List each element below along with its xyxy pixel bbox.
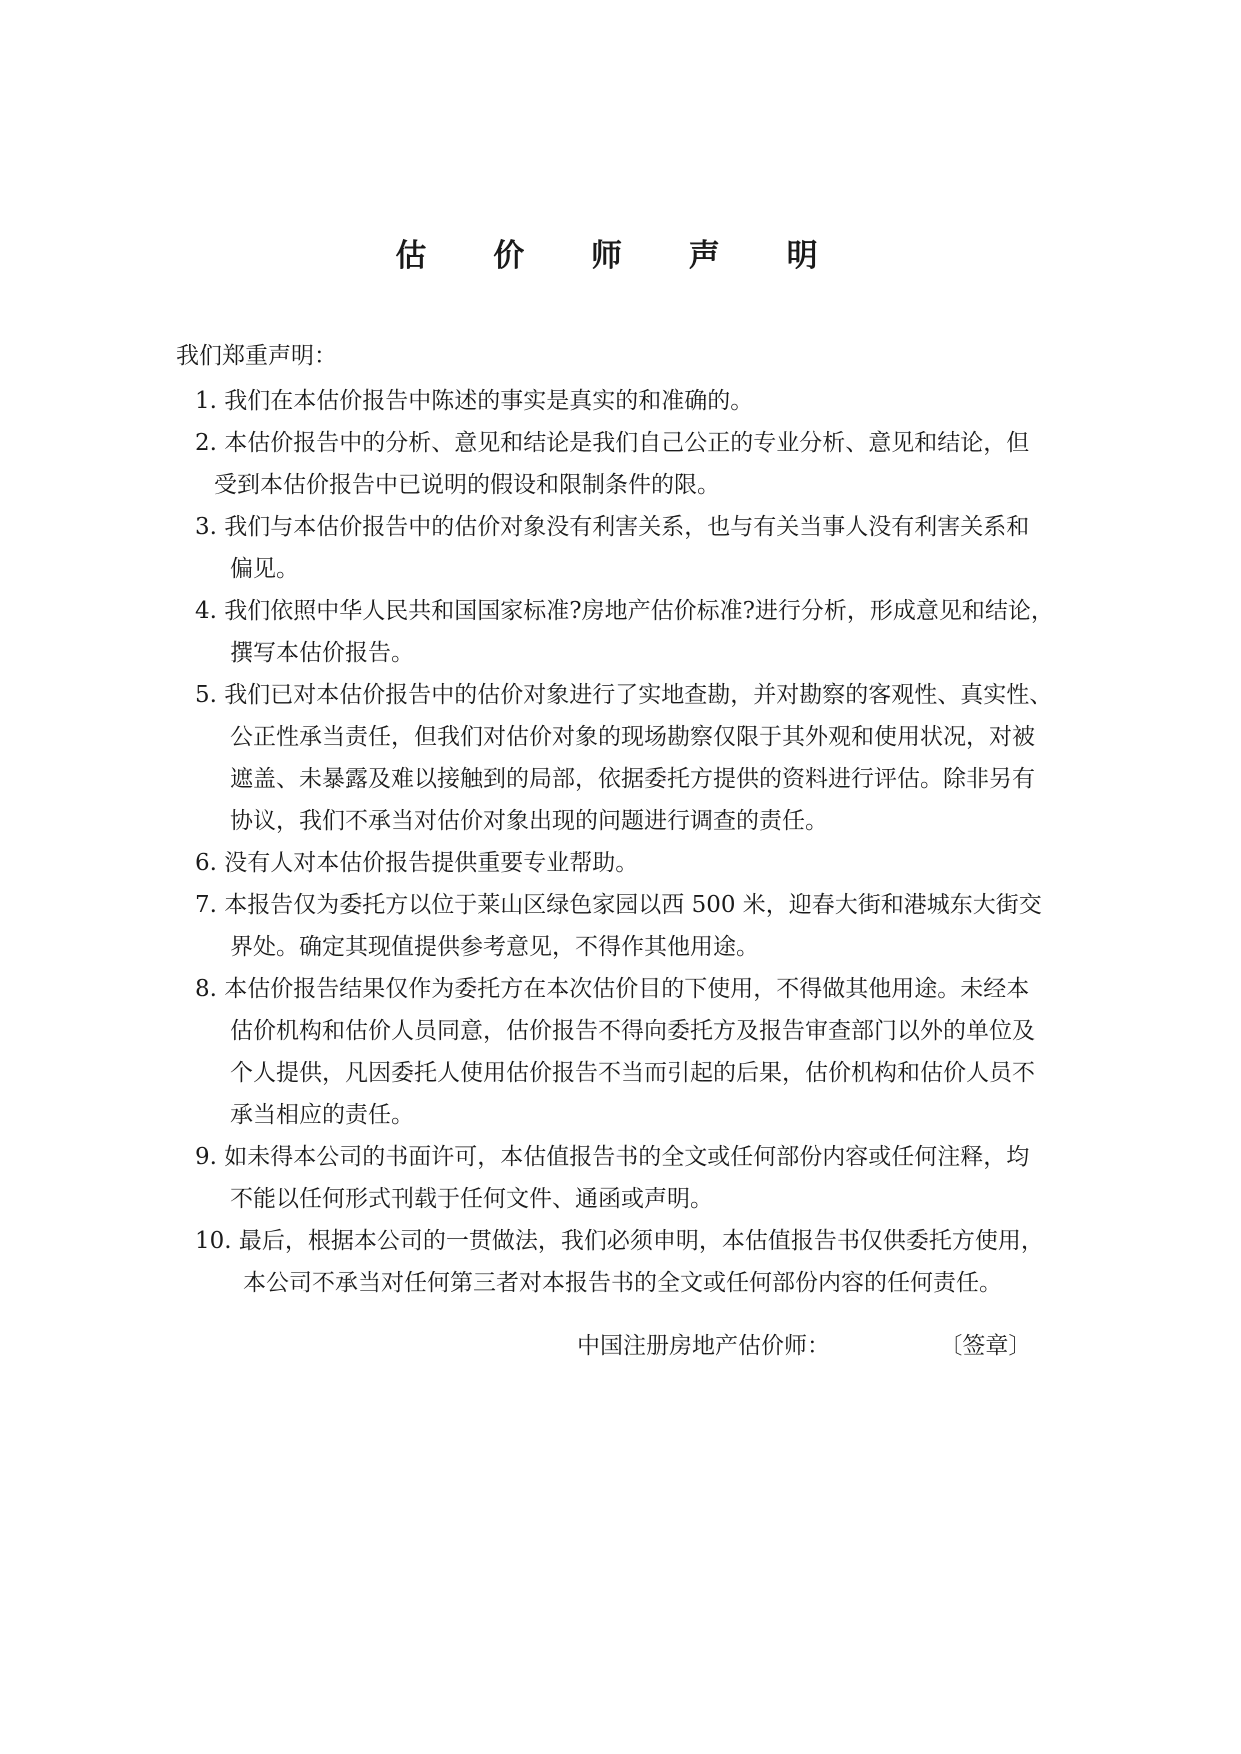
declaration-line: 6. 没有人对本估价报告提供重要专业帮助。 xyxy=(195,850,639,876)
declaration-line: 9. 如未得本公司的书面许可，本估值报告书的全文或任何部份内容或任何注释，均 xyxy=(195,1144,1030,1170)
page-title: 估 价 师 声 明 xyxy=(395,238,846,274)
declaration-line: 本公司不承当对任何第三者对本报告书的全文或任何部份内容的任何责任。 xyxy=(243,1270,1002,1296)
declaration-item-9 xyxy=(195,1136,1095,1220)
declaration-line: 1. 我们在本估价报告中陈述的事实是真实的和准确的。 xyxy=(195,388,754,414)
declaration-line: 界处。确定其现值提供参考意见，不得作其他用途。 xyxy=(230,934,759,960)
declaration-line: 7. 本报告仅为委托方以位于莱山区绿色家园以西 500 米，迎春大街和港城东大街交 xyxy=(195,892,1042,918)
declaration-item-1 xyxy=(195,380,1095,422)
declaration-item-10 xyxy=(195,1220,1095,1304)
declaration-item-4 xyxy=(195,590,1095,674)
declaration-line: 承当相应的责任。 xyxy=(230,1102,414,1128)
declaration-line: 10. 最后，根据本公司的一贯做法，我们必须申明，本估值报告书仅供委托方使用， xyxy=(195,1228,1044,1254)
declaration-line: 公正性承当责任，但我们对估价对象的现场勘察仅限于其外观和使用状况，对被 xyxy=(230,724,1035,750)
declaration-item-8 xyxy=(195,968,1095,1136)
declaration-line: 4. 我们依照中华人民共和国国家标准?房地产估价标准?进行分析，形成意见和结论， xyxy=(195,598,1054,624)
declaration-line: 8. 本估价报告结果仅作为委托方在本次估价目的下使用，不得做其他用途。未经本 xyxy=(195,976,1030,1002)
declaration-item-5 xyxy=(195,674,1095,842)
declaration-line: 3. 我们与本估价报告中的估价对象没有利害关系，也与有关当事人没有利害关系和 xyxy=(195,514,1030,540)
declaration-line: 个人提供，凡因委托人使用估价报告不当而引起的后果，估价机构和估价人员不 xyxy=(230,1060,1035,1086)
declaration-line: 5. 我们已对本估价报告中的估价对象进行了实地查勘，并对勘察的客观性、真实性、 xyxy=(195,682,1053,708)
declaration-line: 遮盖、未暴露及难以接触到的局部，依据委托方提供的资料进行评估。除非另有 xyxy=(230,766,1035,792)
declaration-line: 撰写本估价报告。 xyxy=(230,640,414,666)
declaration-item-7 xyxy=(195,884,1095,968)
signature-stamp: 〔签章〕 xyxy=(939,1333,1032,1359)
declaration-item-2 xyxy=(195,422,1095,506)
signature-label: 中国注册房地产估价师： xyxy=(577,1333,830,1359)
declaration-line: 不能以任何形式刊载于任何文件、通函或声明。 xyxy=(230,1186,713,1212)
declaration-line: 受到本估价报告中已说明的假设和限制条件的限。 xyxy=(214,472,720,498)
signature-block xyxy=(577,1330,1031,1362)
intro-text: 我们郑重声明： xyxy=(176,343,337,369)
declaration-line: 2. 本估价报告中的分析、意见和结论是我们自己公正的专业分析、意见和结论，但 xyxy=(195,430,1030,456)
declaration-line: 协议，我们不承当对估价对象出现的问题进行调查的责任。 xyxy=(230,808,828,834)
declaration-list xyxy=(195,380,1095,1304)
declaration-line: 估价机构和估价人员同意，估价报告不得向委托方及报告审查部门以外的单位及 xyxy=(230,1018,1035,1044)
declaration-line: 偏见。 xyxy=(230,556,299,582)
declaration-item-6 xyxy=(195,842,1095,884)
declaration-item-3 xyxy=(195,506,1095,590)
